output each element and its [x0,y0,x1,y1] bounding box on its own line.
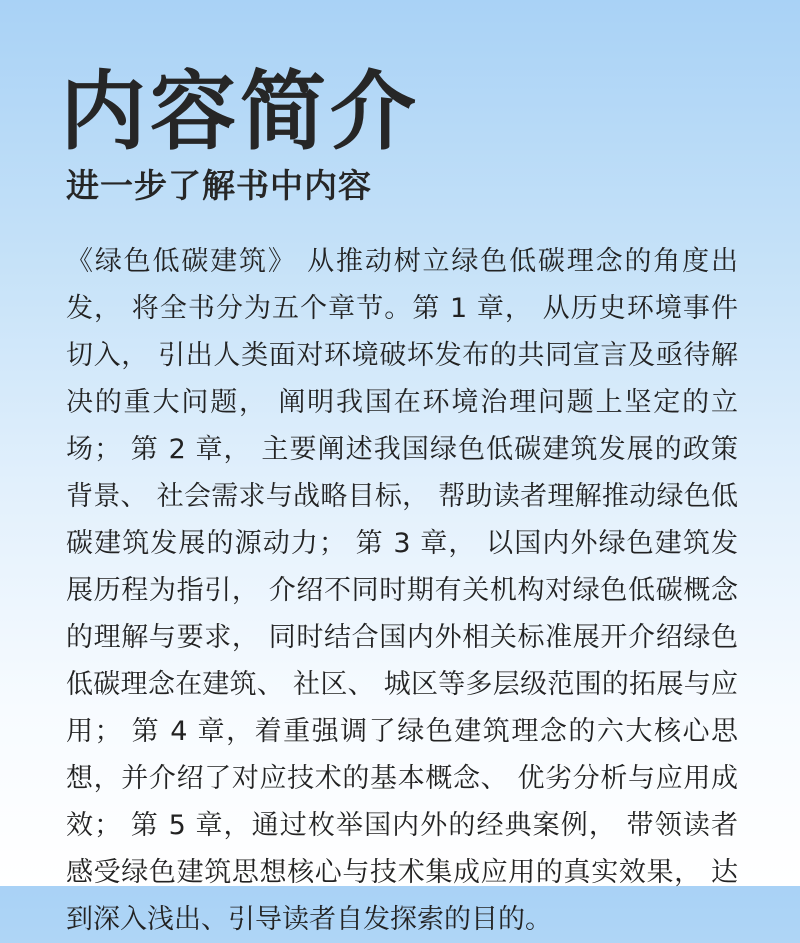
intro-paragraph: 《绿色低碳建筑》 从推动树立绿色低碳理念的角度出发， 将全书分为五个章节。第 1 章， 从历史环境事件切入， 引出人类面对环境破坏发布的共同宣言及亟待解决的重大问题， 阐明我国在环境治理问题上坚定的立场； 第 2 章， 主要阐述我国绿色低碳建筑发展的政策背景、 社会需求与战略目标， 帮助读者理解推动绿色低碳建筑发展的源动力； 第 3 章， 以国内外绿色建筑发展历程为指引， 介绍不同时期有关机构对绿色低碳概念的理解与要求， 同时结合国内外相关标准展开介绍绿色低碳理念在建筑、 社区、 城区等多层级范围的拓展与应用； 第 4 章，着重强调了绿色建筑理念的六大核心思想，并介绍了对应技术的基本概念、 优劣分析与应用成效； 第 5 章，通过枚举国内外的经典案例， 带领读者感受绿色建筑思想核心与技术集成应用的真实效果， 达到深入浅出、引导读者自发探索的目的。 [66,246,738,935]
page-title: 内容简介 [60,62,420,162]
page-subtitle: 进一步了解书中内容 [66,166,372,205]
